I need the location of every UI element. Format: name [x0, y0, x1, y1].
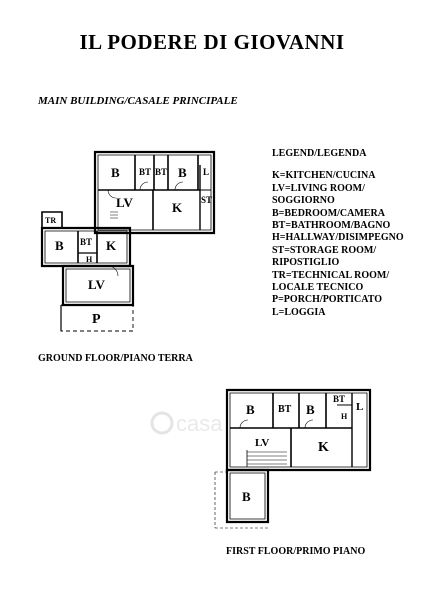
first-floor-room-labels — [242, 394, 363, 504]
room-label: B — [306, 402, 315, 417]
room-label: K — [172, 200, 183, 215]
legend-line: B=BEDROOM/CAMERA — [272, 207, 385, 219]
room-label: BT — [333, 394, 346, 404]
legend-line: ST=STORAGE ROOM/ — [272, 244, 377, 256]
room-label: BT — [155, 167, 168, 177]
legend-line: LOCALE TECNICO — [272, 282, 364, 294]
ground-floor-plan — [42, 152, 214, 331]
room-label: B — [178, 165, 187, 180]
watermark — [152, 411, 223, 436]
page-title: IL PODERE DI GIOVANNI — [79, 30, 345, 54]
legend-line: L=LOGGIA — [272, 306, 326, 318]
room-label: BT — [139, 167, 152, 177]
room-label: B — [55, 238, 64, 253]
legend-line: K=KITCHEN/CUCINA — [272, 170, 376, 182]
legend-line: BT=BATHROOM/BAGNO — [272, 220, 391, 232]
room-label: TR — [45, 216, 57, 225]
room-label: H — [341, 412, 348, 421]
room-label: L — [356, 401, 364, 413]
room-label: BT — [80, 237, 93, 247]
first-floor-label: FIRST FLOOR/PRIMO PIANO — [226, 546, 366, 557]
room-label: LV — [255, 437, 270, 449]
legend-line: H=HALLWAY/DISIMPEGNO — [272, 232, 404, 244]
building-subtitle: MAIN BUILDING/CASALE PRINCIPALE — [38, 95, 238, 107]
legend-line: RIPOSTIGLIO — [272, 257, 340, 269]
legend-line: P=PORCH/PORTICATO — [272, 294, 382, 306]
room-label: ST — [201, 195, 213, 205]
room-label: B — [111, 165, 120, 180]
room-label: L — [203, 167, 210, 177]
room-label: LV — [116, 195, 133, 210]
first-floor-plan — [215, 390, 370, 528]
room-label: B — [246, 402, 255, 417]
room-label: K — [106, 238, 117, 253]
legend-line: TR=TECHNICAL ROOM/ — [272, 269, 390, 281]
legend-line: SOGGIORNO — [272, 195, 335, 207]
room-label: B — [242, 489, 251, 504]
room-label: LV — [88, 277, 105, 292]
room-label: H — [86, 255, 93, 264]
watermark-text: casa — [176, 411, 223, 436]
room-label: K — [318, 440, 329, 455]
ground-floor-label: GROUND FLOOR/PIANO TERRA — [38, 353, 193, 364]
legend-line: LV=LIVING ROOM/ — [272, 182, 365, 194]
room-label: BT — [278, 404, 292, 415]
legend-heading: LEGEND/LEGENDA — [272, 148, 367, 159]
watermark-logo-icon — [152, 413, 172, 433]
room-label: P — [92, 312, 101, 327]
